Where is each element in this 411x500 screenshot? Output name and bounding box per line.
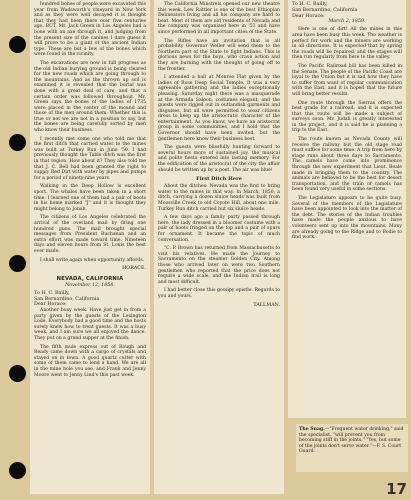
salutation [34, 291, 146, 308]
letter-date: November 12, 1858. [65, 282, 115, 288]
clipping-column-2 [154, 0, 284, 494]
binder-hole [9, 365, 26, 382]
paragraph: The California Minstrels opened our new theatre this week. Lew Rattler is one of the best Ethiopian Delineators living and all his company are hard to beat. Most of them are old residents of Nevada and the company was organized here in '53 and have since performed in all important cities of the State. [158, 2, 280, 35]
paragraph: The excavations are now in full progress as the old Indian burying ground is being cleared for the new roads which are going through to the mountains. And as the thrown up soil is examined it is revealed that the burial was done with a great deal of care, and that a certain order was followed throughout. Mr. Green says the bones of the ladies of 1735 were placed in the center of the mound and those of the men around them. Whether this is true or not we are not in a position to say, but the bones are being carefully sorted by men who know their business. [34, 60, 146, 134]
salutation-line: Dear Horace: [292, 13, 325, 19]
paragraph: Walking in the Deep Hollow is excellent sport. The whales have been taken in a short time. I learned one of them had a pair of boots in his home marked "J" and it is thought they might belong to Jonah. [34, 184, 146, 212]
paragraph: Here is one of dirt! All the mines in this area have been busy this week. The weather is perfect for work and the miners are working in all directions. It is expected that by spring the roads will be repaired, and the stages will then run regularly from here to the valley. [292, 27, 402, 61]
joke-clipping [296, 424, 408, 472]
paragraph: The Legislature appears to be quite busy. Several of the members of the Legislature have been appointed to look into the matter of the debt. The stories of the Indian troubles have made the people anxious to have volunteers sent up into the mountains. Many are already going to the Ridge and to Bodie to find work. [292, 196, 402, 241]
paragraph: I had better close this gossipy epistle. Regards to you and yours. [158, 288, 280, 299]
salutation-line: To H. C. Bailly, [292, 2, 328, 7]
paragraph: The Rifles have an invitation that is all probability Governor Weller will send them to the Northern part of the State to fight Indians. This is glorious news for the boys, who crave action and they are burning with the thought of going off to the frontier. [158, 38, 280, 72]
clipping-column-3 [288, 0, 406, 418]
paragraph: I shall write again when opportunity affords. [40, 257, 145, 263]
paragraph: Another busy week. Have just got in from a party given by the guests of the Lexington Lode. Everybody had a good time and the hosts surely knew how to treat guests. It was a busy week, and I am sure we all enjoyed the dance. They put on a grand supper at the finish. [34, 308, 146, 342]
binder-hole [9, 134, 26, 151]
paragraph: One route through the Sierras offers the best grade for a railroad, and it is expected that this route will be made a subject of surveys soon. Mr. Judah is greatly interested in the project, and it is said he is planning a trip to the East. [292, 100, 402, 134]
page-number: 17 [386, 480, 407, 498]
paragraph: The guests were blissfully hunting forward to several hours more of sustained joy, the musical and polite fiesta entered into lasting memory. For the edification of the aristocrat of the city the affair should be written up by a poet. The air was blue! [158, 145, 280, 173]
paragraph: About the ditches: Nevada was the first to bring water to the mines in that way. In March, 1850, a ditch, carrying a dozen sluice heads was built from Moosville Creek to old Coyote Hill, about one mile. Turkey Run ditch carried but six sluice heads. [158, 184, 280, 212]
salutation [292, 2, 402, 19]
joke-text: —"Frequent water drinking," said the specialist, "will prevent you from becoming stiff in the joints." "Yes, but some of the joints don't serve water."—F. S. Court Guard. [299, 427, 404, 455]
paragraph: The Pacific Railroad bill has been killed in the Senate. The people of the Pacific Coast are loyal to the Union but it is sad how they have to suffer from want of regular communication with the East, and it is hoped that the future will bring better results. [292, 63, 402, 97]
signature: HORACE. [122, 266, 146, 272]
paragraph: The route known as Nevada County will receive the railway but the old stage road must suffice for some time. A trip from here by stage runs about three days to Sacramento. The camels have come into prominence through the new experiment that Lieut. Beale made in bringing them to the country. The animals are believed to be the best for desert transportation, and the train of camels has been found very useful in some sections. [292, 137, 402, 193]
salutation-line: Dear Horace: [34, 302, 67, 308]
section-subhead: First Ditch Here [196, 176, 242, 183]
paragraph: "C. P. Brown has returned from Massachusetts to visit his relatives. He made the journey to Sacramento on the steamer Golden City. Among those who arrived later on were two Southern gentlemen who reported that the price does not require a wide scale, and the Indian trail is long and most difficult. [158, 246, 280, 285]
salutation-line: San Bernardino, California [34, 296, 100, 302]
clipping-column-1 [30, 0, 150, 494]
paragraph: A few days ago a family party passed through here, the lady dressed in a bloomer costume with a pair of boots fringed on the top and a pair of spurs for ornament. It became the topic of much conversation. [158, 215, 280, 243]
signature: TALLMAN. [253, 302, 280, 308]
dateline-heading: NEVADA, CALIFORNIA [56, 275, 124, 282]
paragraph: I recently met some one who told me that the first ditch that carried water to the mines was built at Turkey Run in June '50. I had previously thought the Table ditch was the first in that region. How about it? They also told me that J. C. Bell had been granted the right to supply Red Dirt with water by pipes and pumps for a period of ninety-nine years. [34, 136, 146, 181]
letter-date: March 2, 1859. [328, 19, 366, 25]
salutation-line: San Bernardino, California [292, 7, 358, 13]
paragraph: I attended a ball at Monroe Flat given by the ladies of Rose Deep Social Temple. It was a very agreeable gathering and the ladies exceptionally pleasing. Saturday night there was a masquerade at the Armada Saloon, costumes elegant, and the guests were rigged out in outlandish garments and disguises, but all were permitted to wear citizens dress to keep up the aristocratic character of the entertainment. As you know, we have an aristocrat group in some communities, and I hold that the Governor should have been invited, but the gentlemen here know their business best. [158, 75, 280, 142]
joke-title: The Snag. [299, 427, 325, 432]
binder-hole [9, 462, 26, 479]
paragraph: The fifth mule express out of Rough and Ready came down with a cargo of crystals and stayed on in town. A good quartz cutter with some of them came to lend a hand. We are all in the mine hole you see, and Frank and Jenny Moore went to Jenny Lind's this past week. [34, 344, 146, 378]
paragraph: hundred bones of people were excavated this year from Wadsworth's vineyard in New York and as they were well decayed it is thought that they had been there over five centuries ago. BUT, Mr. Jack Green in Los Angeles had a bone with an axe through it, and judging from the present size of the canines I dare guess it will prove to be a giant of the ancient Indian type. These are but a few of the bones which were found in the vicinity. [34, 2, 146, 58]
paragraph: The citizens of Los Angeles celebrated the arrival of the overland mail by firing one hundred guns. The mail brought special messages from President Buchanan and an extra effort was made toward time. Nineteen days and eleven hours from St. Louis the best ever made. [34, 215, 146, 254]
binder-hole [9, 36, 26, 53]
salutation-line: To H. C. Bailly, [34, 290, 70, 296]
binder-hole [9, 255, 26, 272]
